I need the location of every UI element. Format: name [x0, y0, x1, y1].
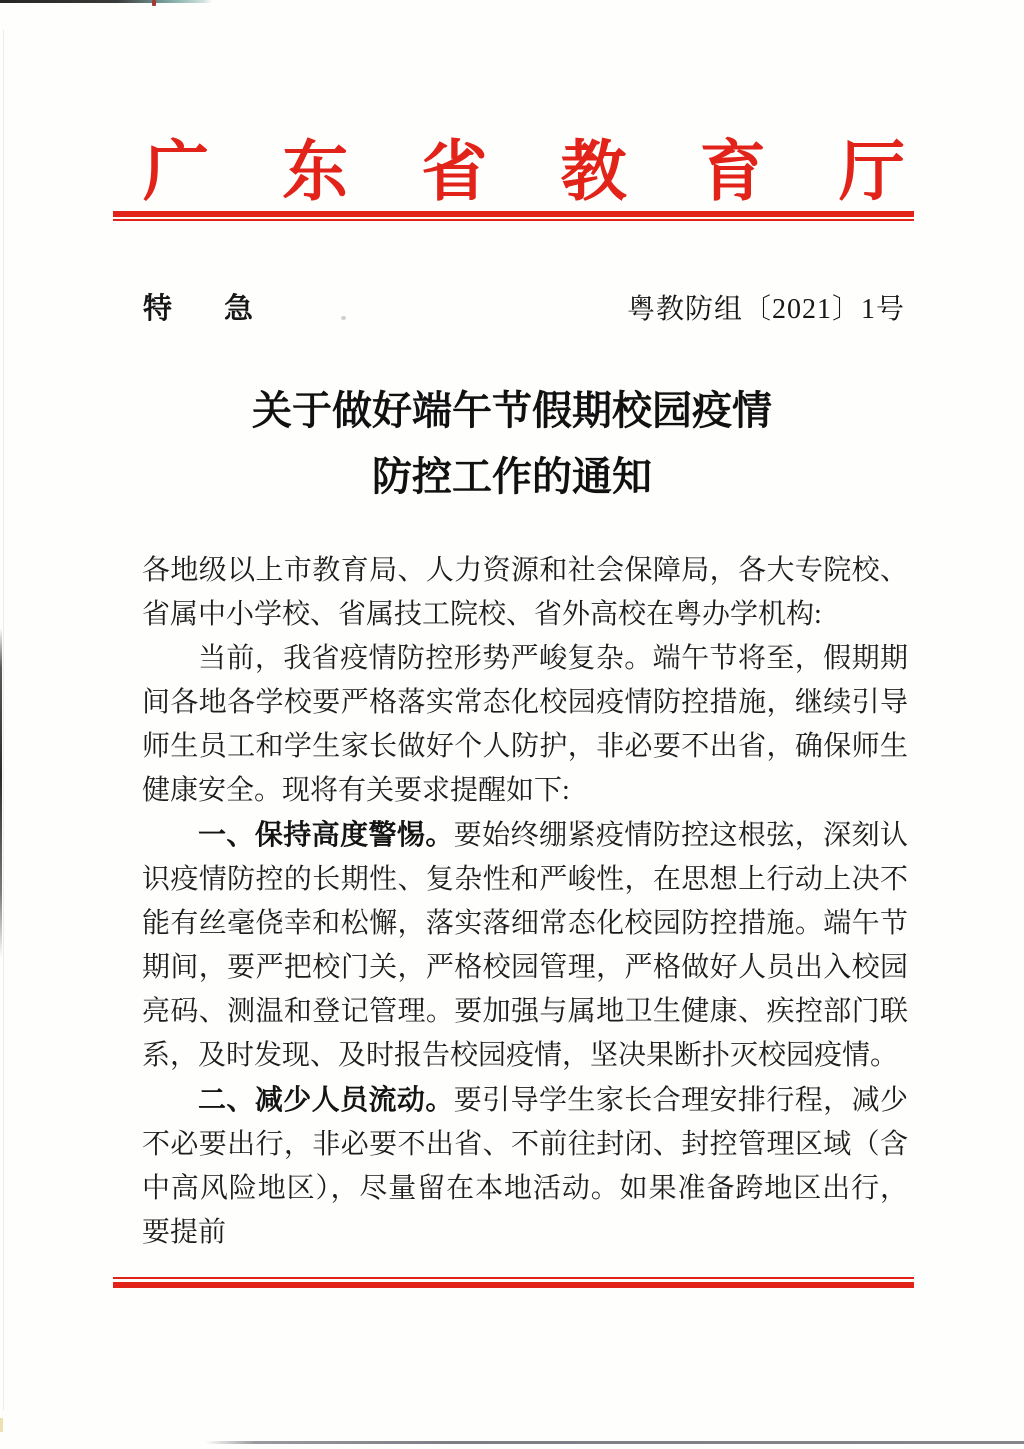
section-1-text: 要始终绷紧疫情防控这根弦，深刻认识疫情防控的长期性、复杂性和严峻性，在思想上行动上决不能有丝毫侥幸和松懈，落实落细常态化校园防控措施。端午节期间，要严把校门关，严格校园管理，严格做好人员出入校园亮码、测温和登记管理。要加强与属地卫生健康、疾控部门联系，及时发现、及时报告校园疫情，坚决果断扑灭校园疫情。 — [142, 820, 908, 1071]
section-2-paragraph — [142, 1078, 908, 1255]
urgency-label: 特 急 — [143, 293, 276, 325]
section-2-heading: 二、减少人员流动。 — [198, 1084, 454, 1115]
scan-artifact-bottom-edge — [205, 1441, 1024, 1444]
doc-number: 粤教防组〔2021〕1号 — [626, 294, 905, 325]
doc-title — [0, 378, 1024, 510]
doc-title-line-1: 关于做好端午节假期校园疫情 — [252, 388, 772, 433]
scan-artifact-left-edge — [0, 628, 2, 958]
section-2-text: 要引导学生家长合理安排行程，减少不必要出行，非必要不出省、不前往封闭、封控管理区域（含中高风险地区），尽量留在本地活动。如果准备跨地区出行，要提前 — [142, 1085, 908, 1248]
scan-artifact-left-hairline — [3, 30, 4, 1410]
section-1-paragraph — [142, 813, 908, 1078]
footer-divider — [113, 1277, 914, 1288]
recipients-paragraph: 各地级以上市教育局、人力资源和社会保障局，各大专院校、省属中小学校、省属技工院校、省外高校在粤办学机构: — [142, 555, 908, 630]
doc-title-line-2: 防控工作的通知 — [372, 454, 652, 499]
meta-row — [143, 286, 905, 327]
scan-artifact-yellow-speck — [0, 1418, 3, 1432]
letterhead-divider — [113, 211, 914, 221]
document-body — [142, 549, 908, 1255]
agency-name: 广 东 省 教 育 厅 — [143, 136, 905, 209]
section-1-heading: 一、保持高度警惕。 — [198, 819, 454, 850]
scan-artifact-red-speck — [152, 0, 156, 6]
intro-paragraph: 当前，我省疫情防控形势严峻复杂。端午节将至，假期期间各地各学校要严格落实常态化校园疫情防控措施，继续引导师生员工和学生家长做好个人防护，非必要不出省，确保师生健康安全。现将有关要求提醒如下: — [142, 643, 908, 806]
scan-artifact-top-edge — [0, 0, 212, 3]
